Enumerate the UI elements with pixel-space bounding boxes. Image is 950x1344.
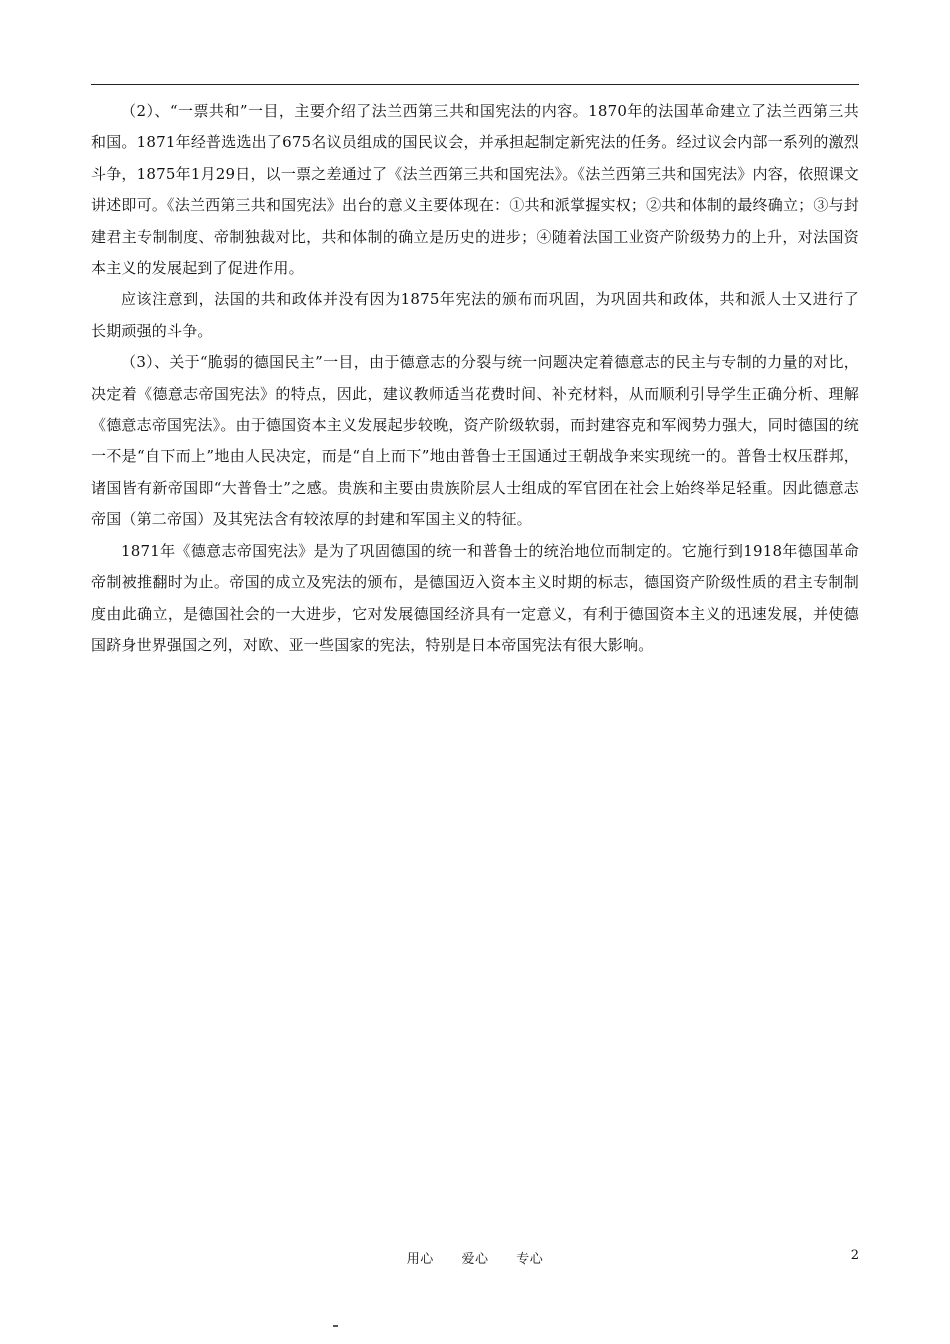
stray-mark (333, 1325, 338, 1327)
paragraph-one-vote-republic: （2）、“一票共和”一目，主要介绍了法兰西第三共和国宪法的内容。1870年的法国革命建立了法兰西第三共和国。1871年经普选选出了675名议员组成的国民议会，并承担起制定新宪法的任务。经过议会内部一系列的激烈斗争，1875年1月29日，以一票之差通过了《法兰西第三共和国宪法》。《法兰西第三共和国宪法》内容，依照课文讲述即可。《法兰西第三共和国宪法》出台的意义主要体现在：①共和派掌握实权；②共和体制的最终确立；③与封建君主专制制度、帝制独裁对比，共和体制的确立是历史的进步；④随着法国工业资产阶级势力的上升，对法国资本主义的发展起到了促进作用。 (91, 102, 859, 278)
paragraph-republic-note: 应该注意到，法国的共和政体并没有因为1875年宪法的颁布而巩固，为巩固共和政体，共和派人士又进行了长期顽强的斗争。 (91, 290, 859, 340)
paragraph-german-constitution-1871: 1871年《德意志帝国宪法》是为了巩固德国的统一和普鲁士的统治地位而制定的。它施行到1918年德国革命帝制被推翻时为止。帝国的成立及宪法的颁布，是德国迈入资本主义时期的标志，德国资产阶级性质的君主专制制度由此确立，是德国社会的一大进步，它对发展德国经济具有一定意义，有利于德国资本主义的迅速发展，并使德国跻身世界强国之列，对欧、亚一些国家的宪法，特别是日本帝国宪法有很大影响。 (91, 541, 859, 654)
footer-motto: 用心 爱心 专心 (406, 1252, 544, 1267)
page-number: 2 (850, 1248, 859, 1263)
header-rule (91, 84, 859, 85)
page-footer (0, 1248, 950, 1268)
paragraph-fragile-german-democracy: （3）、关于“脆弱的德国民主”一目，由于德意志的分裂与统一问题决定着德意志的民主与专制的力量的对比，决定着《德意志帝国宪法》的特点，因此，建议教师适当花费时间、补充材料，从而顺利引导学生正确分析、理解《德意志帝国宪法》。由于德国资本主义发展起步较晚，资产阶级软弱，而封建容克和军阀势力强大，同时德国的统一不是“自下而上”地由人民决定，而是“自上而下”地由普鲁士王国通过王朝战争来实现统一的。普鲁士权压群邦，诸国皆有新帝国即“大普鲁士”之感。贵族和主要由贵族阶层人士组成的军官团在社会上始终举足轻重。因此德意志帝国（第二帝国）及其宪法含有较浓厚的封建和军国主义的特征。 (91, 353, 859, 529)
document-body (91, 96, 859, 661)
